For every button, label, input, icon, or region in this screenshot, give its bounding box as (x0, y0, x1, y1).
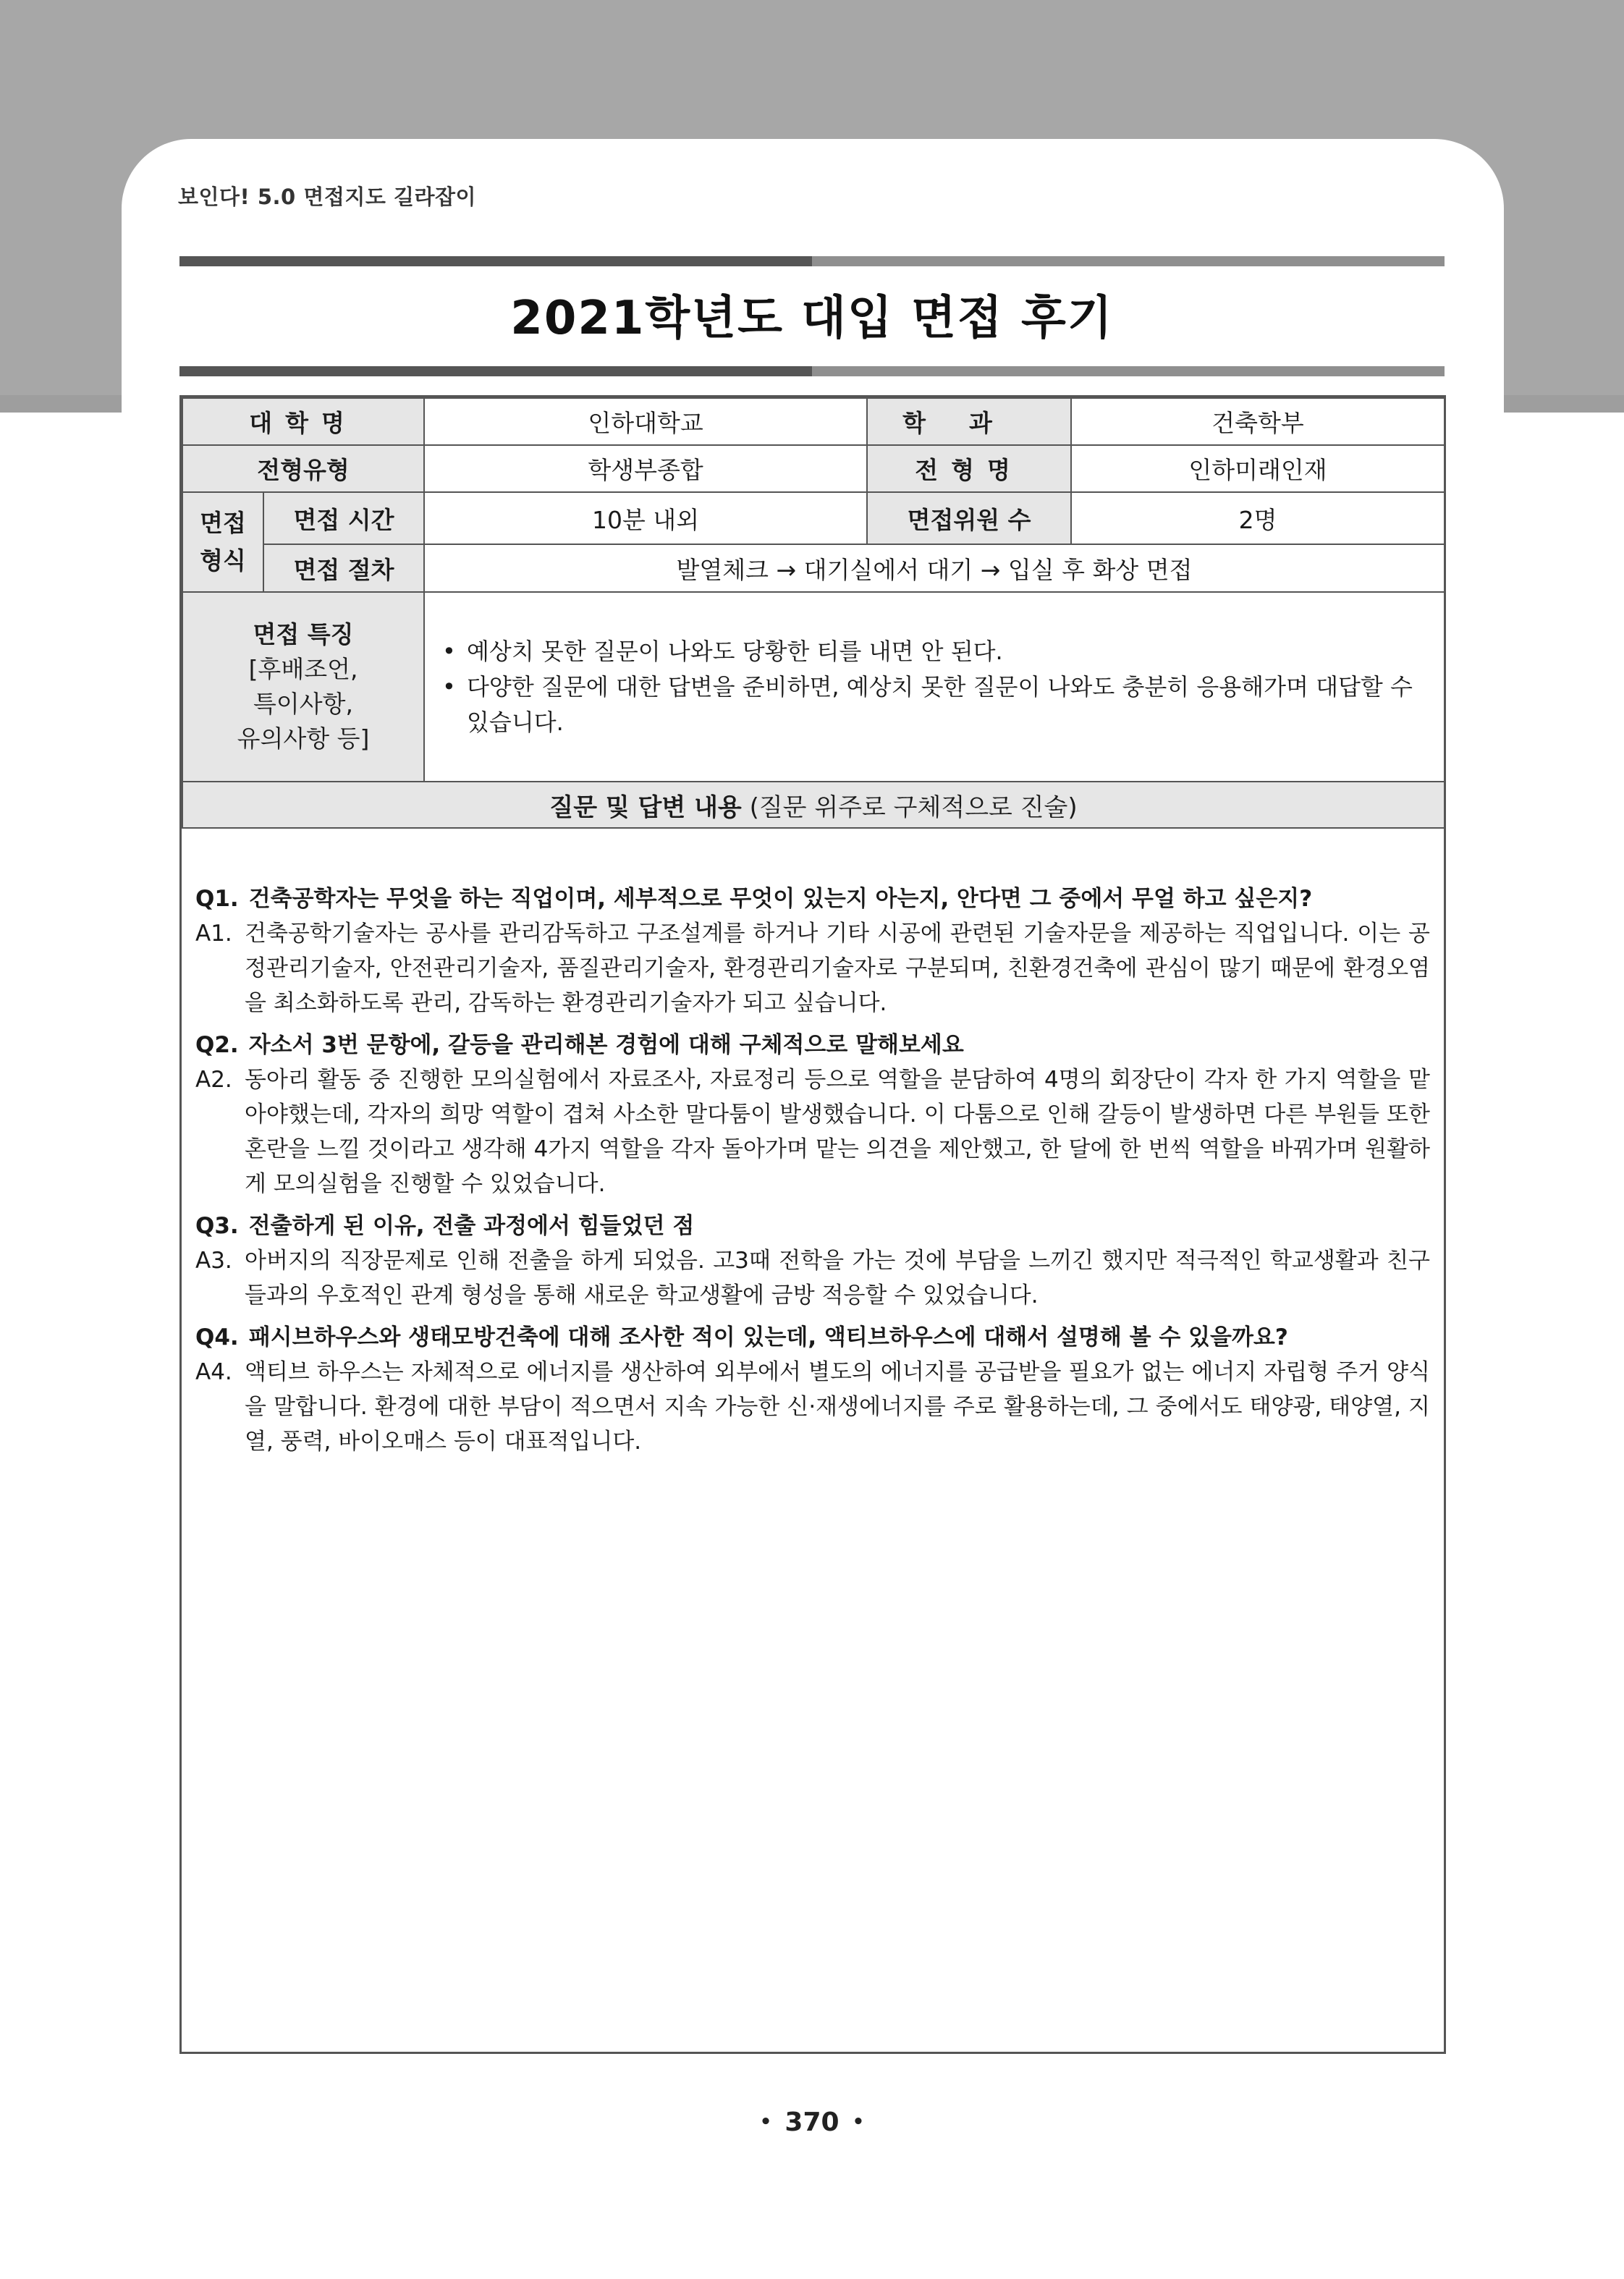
question-text: 전출하게 된 이유, 전출 과정에서 힘들었던 점 (248, 1213, 695, 1239)
answer-number: A3. (195, 1248, 232, 1274)
interview-procedure-label: 면접 절차 (263, 544, 424, 592)
left-edge-stripe (0, 395, 122, 413)
info-table (182, 397, 1445, 829)
qa-list (195, 881, 1430, 1466)
qa-item (195, 1320, 1430, 1459)
qa-item (195, 881, 1430, 1020)
interviewers-value: 2명 (1071, 492, 1445, 544)
qa-header-bold: 질문 및 답변 내용 (549, 792, 742, 822)
answer-number: A2. (195, 1067, 232, 1093)
question (195, 1028, 1430, 1062)
answer (195, 916, 1430, 1020)
question-text: 자소서 3번 문항에, 갈등을 관리해본 경험에 대해 구체적으로 말해보세요 (248, 1032, 964, 1058)
interview-time-value: 10분 내외 (424, 492, 867, 544)
question-text: 건축공학자는 무엇을 하는 직업이며, 세부적으로 무엇이 있는지 아는지, 안다면 그 중에서 무얼 하고 싶은지? (248, 886, 1313, 912)
question (195, 1209, 1430, 1243)
qa-item (195, 1028, 1430, 1201)
features-label (182, 592, 424, 782)
admission-name-value: 인하미래인재 (1071, 445, 1445, 492)
interview-procedure-value: 발열체크 → 대기실에서 대기 → 입실 후 화상 면접 (424, 544, 1445, 592)
features-label-main: 면접 특징 (253, 620, 354, 648)
bullet-right-icon: • (852, 2111, 865, 2133)
question-number: Q3. (195, 1213, 239, 1239)
answer-text: 동아리 활동 중 진행한 모의실험에서 자료조사, 자료정리 등으로 역할을 분담하여 4명의 회장단이 각자 한 가지 역할을 맡아야했는데, 각자의 희망 역할이 겹쳐 사소한 말다툼이 발생했습니다. 이 다툼으로 인해 갈등이 발생하면 다른 부원들 또한 혼란을 느낄 것이라고 생각해 4가지 역할을 각자 돌아가며 맡는 의견을 제안했고, 한 달에 한 번씩 역할을 바꿔가며 원활하게 모의실험을 진행할 수 있었습니다. (245, 1067, 1430, 1197)
answer (195, 1355, 1430, 1459)
interview-format-label: 면접 형식 (182, 492, 263, 592)
answer-number: A4. (195, 1359, 232, 1385)
bullet-left-icon: • (759, 2111, 772, 2133)
document-title: 2021학년도 대입 면접 후기 (510, 292, 1114, 345)
department-value: 건축학부 (1071, 398, 1445, 445)
answer-text: 아버지의 직장문제로 인해 전출을 하게 되었음. 고3때 전학을 가는 것에 부담을 느끼긴 했지만 적극적인 학교생활과 친구들과의 우호적인 관계 형성을 통해 새로운 학교생활에 금방 적응할 수 있었습니다. (245, 1248, 1430, 1308)
question (195, 1320, 1430, 1355)
answer (195, 1243, 1430, 1313)
admission-name-label: 전형명 (867, 445, 1071, 492)
page-number-text: 370 (784, 2107, 840, 2137)
answer-number: A1. (195, 921, 232, 947)
question-number: Q4. (195, 1324, 239, 1350)
question-number: Q1. (195, 886, 239, 912)
title-rule-top (179, 256, 1445, 266)
title-rule-bottom (179, 366, 1445, 376)
admission-type-label: 전형유형 (182, 445, 424, 492)
question-text: 패시브하우스와 생태모방건축에 대해 조사한 적이 있는데, 액티브하우스에 대해서 설명해 볼 수 있을까요? (248, 1324, 1288, 1350)
question (195, 881, 1430, 916)
interview-time-label: 면접 시간 (263, 492, 424, 544)
answer (195, 1062, 1430, 1201)
feature-item: • 예상치 못한 질문이 나와도 당황한 티를 내면 안 된다. (442, 634, 1428, 669)
qa-item (195, 1209, 1430, 1313)
admission-type-value: 학생부종합 (424, 445, 867, 492)
qa-header (182, 782, 1445, 828)
features-content (424, 592, 1445, 782)
features-label-sub: [후배조언, 특이사항, 유의사항 등] (237, 655, 370, 753)
interviewers-label: 면접위원 수 (867, 492, 1071, 544)
page-number (0, 2107, 1624, 2137)
department-label: 학과 (867, 398, 1071, 445)
question-number: Q2. (195, 1032, 239, 1058)
answer-text: 건축공학기술자는 공사를 관리감독하고 구조설계를 하거나 기타 시공에 관련된 기술자문을 제공하는 직업입니다. 이는 공정관리기술자, 안전관리기술자, 품질관리기술자, 환경관리기술자로 구분되며, 친환경건축에 관심이 많기 때문에 환경오염을 최소화하도록 관리, 감독하는 환경관리기술자가 되고 싶습니다. (245, 921, 1430, 1016)
qa-header-note: (질문 위주로 구체적으로 진술) (749, 792, 1078, 822)
running-head: 보인다! 5.0 면접지도 길라잡이 (178, 185, 477, 209)
right-edge-stripe (1504, 395, 1624, 413)
university-value: 인하대학교 (424, 398, 867, 445)
answer-text: 액티브 하우스는 자체적으로 에너지를 생산하여 외부에서 별도의 에너지를 공급받을 필요가 없는 에너지 자립형 주거 양식을 말합니다. 환경에 대한 부담이 적으면서 지속 가능한 신·재생에너지를 주로 활용하는데, 그 중에서도 태양광, 태양열, 지열, 풍력, 바이오매스 등이 대표적입니다. (245, 1359, 1430, 1455)
feature-item: • 다양한 질문에 대한 답변을 준비하면, 예상치 못한 질문이 나와도 충분히 응용해가며 대답할 수 있습니다. (442, 669, 1428, 740)
university-label: 대학명 (182, 398, 424, 445)
